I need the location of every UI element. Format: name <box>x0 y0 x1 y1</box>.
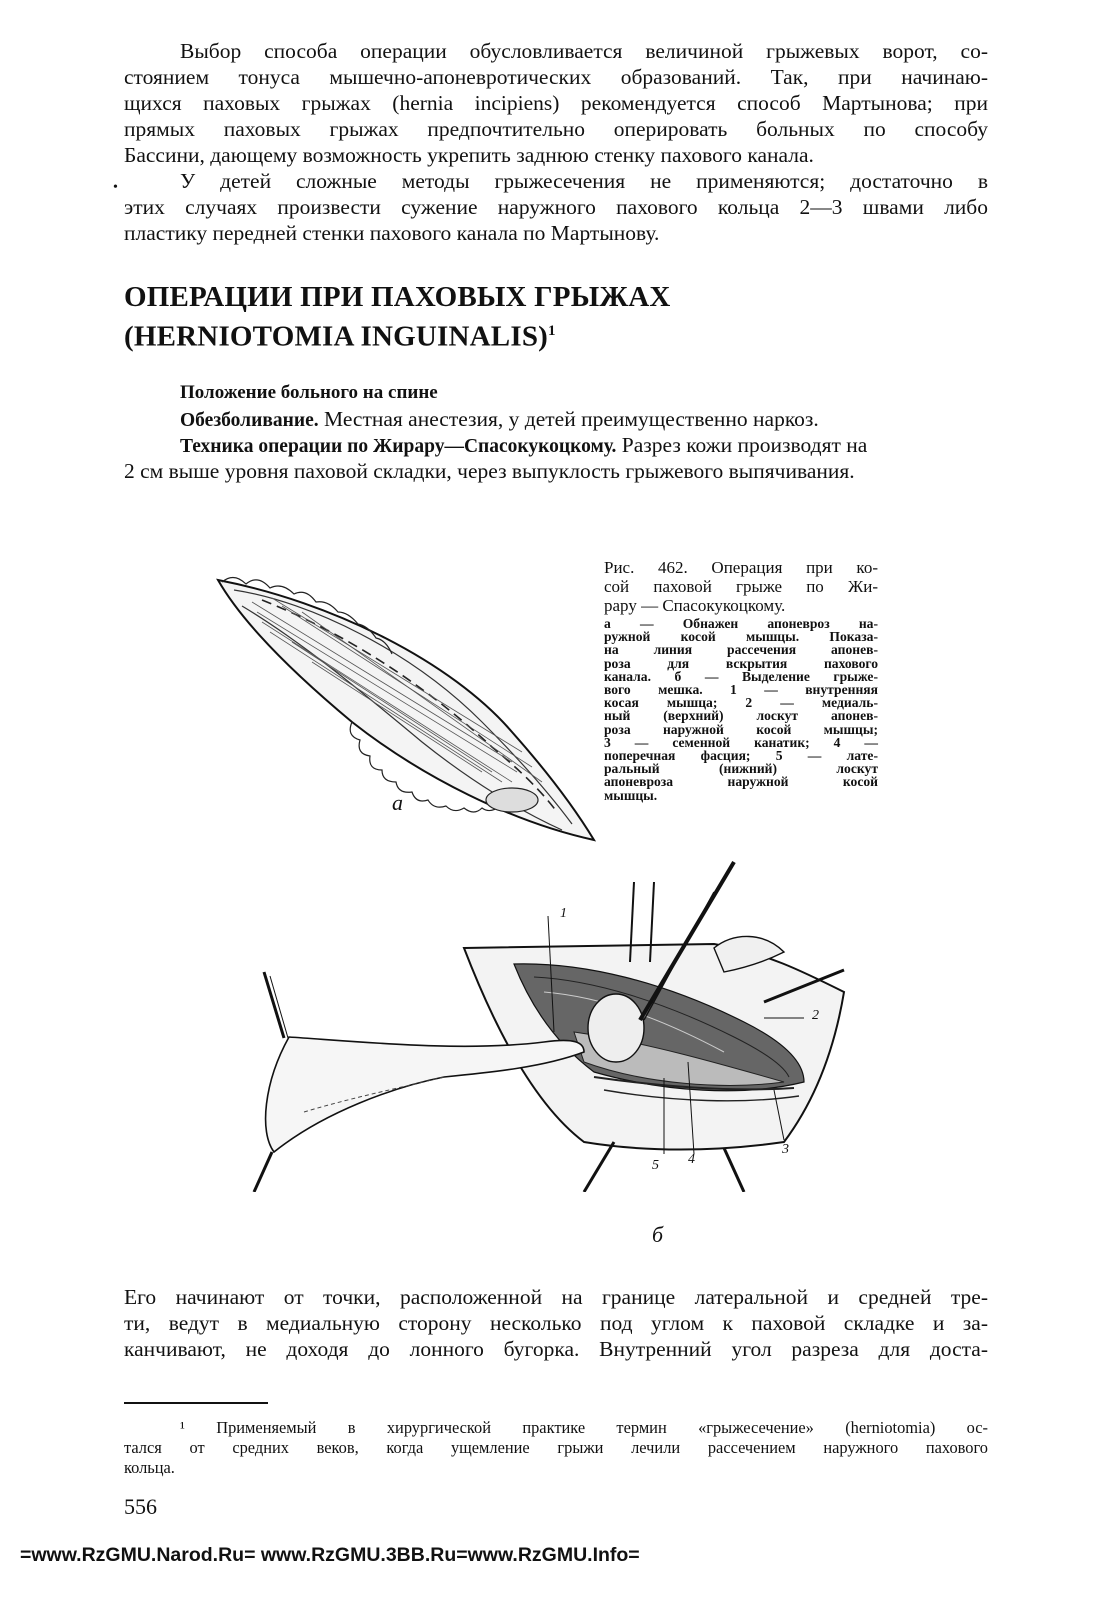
page-number: 556 <box>124 1494 157 1519</box>
figure-panel-b <box>244 852 864 1192</box>
caption-body-line: ружной косой мышцы. Показа- <box>604 629 878 645</box>
anesthesia-text: Местная анестезия, у детей преимущественно наркоз. <box>318 407 819 431</box>
children-line: У детей сложные методы грыжесечения не применяются; достаточно в <box>180 169 988 193</box>
anesthesia-line <box>180 406 1044 434</box>
technique-line-1 <box>180 432 1044 460</box>
caption-body-line: 3 — семенной канатик; 4 — <box>604 734 878 750</box>
intro-line: Выбор способа операции обусловливается величиной грыжевых ворот, со- <box>180 39 988 63</box>
panel-a-label: а <box>392 790 403 815</box>
technique-label: Техника операции по Жирару—Спасокукоцкому. <box>180 436 617 457</box>
caption-title-line: рару — Спасокукоцкому. <box>604 596 786 615</box>
caption-body-line: роза для вскрытия пахового <box>604 655 878 671</box>
technique-line-2: 2 см выше уровня паховой складки, через выпуклость грыжевого выпячивания. <box>124 459 855 483</box>
footnote-line: ¹ Применяемый в хирургической практике термин «грыжесечение» (herniotomia) ос- <box>180 1418 988 1437</box>
caption-body-line: роза наружной косой мышцы; <box>604 721 878 737</box>
caption-title <box>604 558 878 615</box>
watermark: =www.RzGMU.Narod.Ru= www.RzGMU.3BB.Ru=www.RzGMU.Info= <box>20 1544 640 1566</box>
intro-line: прямых паховых грыжах предпочтительно оперировать больных по способу <box>124 117 988 141</box>
figure-number-2: 2 <box>812 1008 819 1023</box>
intro-line: Бассини, дающему возможность укрепить заднюю стенку пахового канала. <box>124 143 814 167</box>
continuation-paragraph <box>124 1284 988 1362</box>
footnote-line: тался от средних веков, когда ущемление грыжи лечили рассечением наружного пахового <box>124 1438 988 1457</box>
margin-dot: • <box>113 180 118 195</box>
heading-line-1: ОПЕРАЦИИ ПРИ ПАХОВЫХ ГРЫЖАХ <box>124 281 671 313</box>
technique-text: Разрез кожи производят на <box>616 433 868 457</box>
continuation-line: ти, ведут в медиальную сторону несколько под углом к паховой складке и за- <box>124 1311 988 1335</box>
caption-body-line: канала. б — Выделение грыже- <box>604 668 878 684</box>
caption-body-line: на линия рассечения апонев- <box>604 642 878 658</box>
children-paragraph <box>124 168 988 246</box>
figure-panel-a <box>212 572 602 848</box>
caption-title-line: Рис. 462. Операция при ко- <box>604 558 878 577</box>
caption-body <box>604 617 878 802</box>
children-line: пластику передней стенки пахового канала по Мартынову. <box>124 221 660 245</box>
caption-title-line: сой паховой грыже по Жи- <box>604 577 878 596</box>
intro-line: стоянием тонуса мышечно-апоневротических образований. Так, при начинаю- <box>124 65 988 89</box>
continuation-line: канчивают, не доходя до лонного бугорка. Внутренний угол разреза для доста- <box>124 1337 988 1361</box>
position-line: Положение больного на спине <box>180 382 438 403</box>
figure-number-3: 3 <box>782 1142 789 1157</box>
panel-b-label: б <box>652 1222 664 1247</box>
section-heading <box>124 280 671 354</box>
footnote-rule <box>124 1402 268 1404</box>
figure-number-5: 5 <box>652 1158 659 1173</box>
caption-body-line: ральный (нижний) лоскут <box>604 761 878 777</box>
caption-body-line: а — Обнажен апоневроз на- <box>604 616 878 631</box>
caption-body-line: поперечная фасция; 5 — лате- <box>604 748 878 764</box>
heading-footnote-marker: 1 <box>548 323 556 339</box>
figure-number-1: 1 <box>560 906 567 921</box>
caption-body-line: мышцы. <box>604 787 658 803</box>
caption-body-line: косая мышца; 2 — медиаль- <box>604 695 878 711</box>
footnote-line: кольца. <box>124 1458 175 1477</box>
children-line: этих случаях произвести сужение наружного пахового кольца 2—3 швами либо <box>124 195 988 219</box>
intro-line: щихся паховых грыжах (hernia incipiens) рекомендуется способ Мартынова; при <box>124 91 988 115</box>
heading-line-2: (HERNIOTOMIA INGUINALIS)$^1$ <box>124 320 556 353</box>
caption-body-line: апоневроза наружной косой <box>604 774 878 790</box>
figure-number-4: 4 <box>688 1152 695 1167</box>
caption-body-line: ный (верхний) лоскут апонев- <box>604 708 878 724</box>
figure-caption <box>604 558 878 802</box>
caption-body-line: вого мешка. 1 — внутренняя <box>604 682 878 698</box>
intro-paragraph <box>124 38 988 168</box>
continuation-line: Его начинают от точки, расположенной на границе латеральной и средней тре- <box>124 1285 988 1309</box>
footnote <box>124 1418 988 1478</box>
anesthesia-label: Обезболивание. <box>180 410 319 431</box>
